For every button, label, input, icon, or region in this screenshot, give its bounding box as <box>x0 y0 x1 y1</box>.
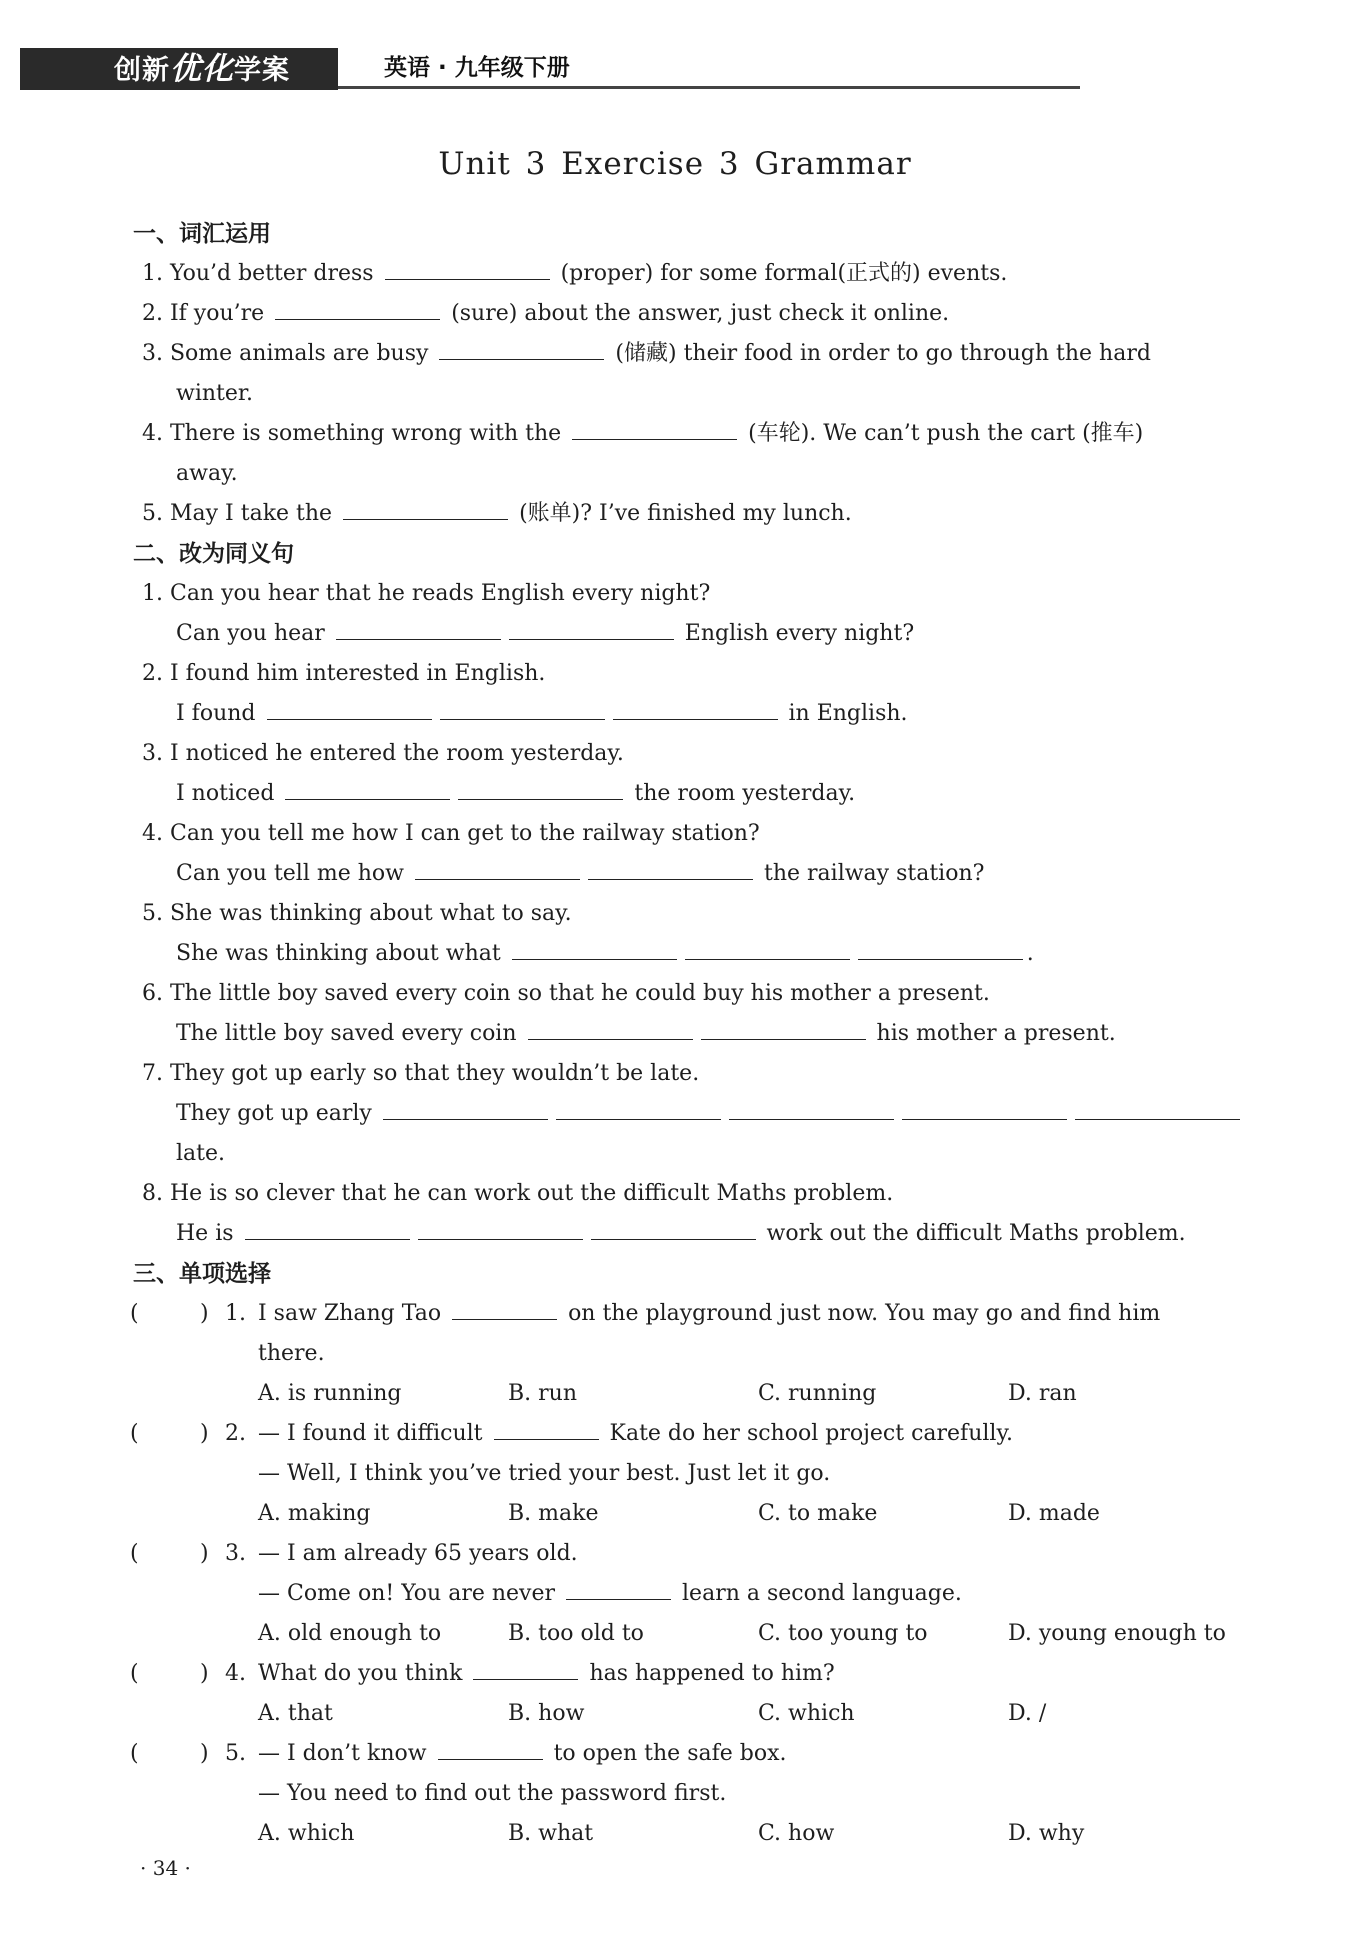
rewrite-a4-text: Can you tell me how <box>176 861 404 886</box>
answer-blank[interactable] <box>285 781 450 800</box>
answer-blank[interactable] <box>415 861 580 880</box>
rewrite-a8-text: He is <box>176 1221 234 1246</box>
mc-q2-tail: Kate do her school project carefully. <box>609 1421 1013 1446</box>
option-d[interactable]: D. / <box>1008 1701 1047 1726</box>
vocab-q2-hint: (sure) about the answer, just check it online. <box>451 301 950 326</box>
option-b[interactable]: B. run <box>508 1381 578 1406</box>
mc-q3 <box>258 1576 1278 1612</box>
mc-q4 <box>258 1656 1278 1692</box>
rewrite-q2: 2. I found him interested in English. <box>142 661 546 686</box>
mc-q4-tail: has happened to him? <box>589 1661 835 1686</box>
option-d[interactable]: D. why <box>1008 1821 1085 1846</box>
option-c[interactable]: C. how <box>758 1821 835 1846</box>
mc-q5-reply: — You need to find out the password first. <box>258 1781 727 1806</box>
rewrite-a6-text: The little boy saved every coin <box>176 1021 517 1046</box>
option-a[interactable]: A. which <box>258 1821 355 1846</box>
brand-text-a: 创新 <box>114 55 170 86</box>
rewrite-a3-text: I noticed <box>176 781 275 806</box>
rewrite-a4 <box>176 856 1276 892</box>
rewrite-a8-tail: work out the difficult Maths problem. <box>766 1221 1186 1246</box>
answer-blank[interactable] <box>858 941 1023 960</box>
vocab-q1-hint: (proper) for some formal(正式的) events. <box>560 261 1008 286</box>
vocab-q1-text: 1. You’d better dress <box>142 261 374 286</box>
rewrite-a3 <box>176 776 1276 812</box>
vocab-q4-hint: (车轮). We can’t push the cart (推车) <box>748 421 1144 446</box>
answer-blank[interactable] <box>343 501 508 520</box>
rewrite-q5: 5. She was thinking about what to say. <box>142 901 572 926</box>
answer-blank[interactable] <box>418 1221 583 1240</box>
rewrite-a4-tail: the railway station? <box>764 861 985 886</box>
answer-blank[interactable] <box>336 621 501 640</box>
page-number: · 34 · <box>140 1856 191 1880</box>
answer-bracket-close: ) <box>200 1541 209 1566</box>
option-b[interactable]: B. how <box>508 1701 585 1726</box>
answer-bracket-close: ) <box>200 1421 209 1446</box>
mc-q1 <box>258 1296 1278 1332</box>
mc-q2 <box>258 1416 1278 1452</box>
vocab-q5-text: 5. May I take the <box>142 501 333 526</box>
answer-blank[interactable] <box>494 1421 599 1440</box>
vocab-q4 <box>142 416 1272 452</box>
book-title: 英语 · 九年级下册 <box>384 55 570 81</box>
answer-blank[interactable] <box>591 1221 756 1240</box>
option-a[interactable]: A. is running <box>258 1381 402 1406</box>
option-a[interactable]: A. that <box>258 1701 333 1726</box>
mc-q5 <box>258 1736 1278 1772</box>
header-rule <box>338 86 1080 89</box>
vocab-q3-cont: winter. <box>176 381 253 406</box>
answer-bracket-open[interactable]: ( <box>130 1741 139 1766</box>
rewrite-a5 <box>176 936 1276 972</box>
mc-q5-text: — I don’t know <box>258 1741 427 1766</box>
answer-blank[interactable] <box>509 621 674 640</box>
mc-q2-text: — I found it difficult <box>258 1421 483 1446</box>
answer-bracket-close: ) <box>200 1661 209 1686</box>
answer-blank[interactable] <box>275 301 440 320</box>
answer-bracket-open[interactable]: ( <box>130 1541 139 1566</box>
answer-blank[interactable] <box>729 1101 894 1120</box>
answer-blank[interactable] <box>473 1661 578 1680</box>
answer-bracket-close: ) <box>200 1741 209 1766</box>
rewrite-a5-tail: . <box>1026 941 1034 966</box>
page-title: Unit 3 Exercise 3 Grammar <box>438 146 912 182</box>
brand-logo <box>20 48 338 90</box>
vocab-q2-text: 2. If you’re <box>142 301 265 326</box>
option-b[interactable]: B. too old to <box>508 1621 644 1646</box>
option-b[interactable]: B. what <box>508 1821 594 1846</box>
rewrite-a7-text: They got up early <box>176 1101 372 1126</box>
answer-bracket-close: ) <box>200 1301 209 1326</box>
mc-q2-number: 2. <box>225 1421 246 1446</box>
answer-blank[interactable] <box>458 781 623 800</box>
rewrite-a5-text: She was thinking about what <box>176 941 501 966</box>
vocab-q5-hint: (账单)? I’ve finished my lunch. <box>519 501 852 526</box>
mc-q5-tail: to open the safe box. <box>553 1741 787 1766</box>
answer-blank[interactable] <box>1075 1101 1240 1120</box>
answer-blank[interactable] <box>685 941 850 960</box>
answer-blank[interactable] <box>701 1021 866 1040</box>
answer-blank[interactable] <box>385 261 550 280</box>
option-a[interactable]: A. making <box>258 1501 371 1526</box>
vocab-q3 <box>142 336 1272 372</box>
rewrite-q8: 8. He is so clever that he can work out the difficult Maths problem. <box>142 1181 894 1206</box>
answer-blank[interactable] <box>439 341 604 360</box>
option-c[interactable]: C. running <box>758 1381 877 1406</box>
mc-q4-number: 4. <box>225 1661 246 1686</box>
rewrite-q3: 3. I noticed he entered the room yesterday. <box>142 741 624 766</box>
mc-q3-tail: learn a second language. <box>682 1581 962 1606</box>
option-d[interactable]: D. made <box>1008 1501 1100 1526</box>
section-vocab-heading: 一、词汇运用 <box>133 221 271 247</box>
vocab-q3-hint: (储藏) their food in order to go through the hard <box>615 341 1151 366</box>
answer-blank[interactable] <box>566 1581 671 1600</box>
vocab-q3-text: 3. Some animals are busy <box>142 341 429 366</box>
answer-bracket-open[interactable]: ( <box>130 1661 139 1686</box>
rewrite-a8 <box>176 1216 1276 1252</box>
mc-q3-number: 3. <box>225 1541 246 1566</box>
rewrite-a2-tail: in English. <box>788 701 908 726</box>
vocab-q5 <box>142 496 1272 532</box>
option-c[interactable]: C. which <box>758 1701 855 1726</box>
answer-blank[interactable] <box>383 1101 548 1120</box>
section-choice-heading: 三、单项选择 <box>133 1261 271 1287</box>
mc-q4-text: What do you think <box>258 1661 463 1686</box>
mc-q3-line: — I am already 65 years old. <box>258 1541 578 1566</box>
answer-blank[interactable] <box>902 1101 1067 1120</box>
vocab-q4-cont: away. <box>176 461 238 486</box>
answer-blank[interactable] <box>588 861 753 880</box>
mc-q2-reply: — Well, I think you’ve tried your best. Just let it go. <box>258 1461 831 1486</box>
answer-blank[interactable] <box>267 701 432 720</box>
answer-blank[interactable] <box>613 701 778 720</box>
option-c[interactable]: C. too young to <box>758 1621 928 1646</box>
rewrite-a7-cont: late. <box>176 1141 226 1166</box>
section-rewrite-heading: 二、改为同义句 <box>133 541 294 567</box>
rewrite-a3-tail: the room yesterday. <box>634 781 856 806</box>
rewrite-a2-text: I found <box>176 701 256 726</box>
mc-q1-number: 1. <box>225 1301 246 1326</box>
brand-text-c: 学案 <box>234 55 290 86</box>
rewrite-a2 <box>176 696 1276 732</box>
answer-blank[interactable] <box>528 1021 693 1040</box>
rewrite-q7: 7. They got up early so that they wouldn’t be late. <box>142 1061 700 1086</box>
mc-q3-text: — Come on! You are never <box>258 1581 556 1606</box>
rewrite-q4: 4. Can you tell me how I can get to the railway station? <box>142 821 760 846</box>
rewrite-a1-text: Can you hear <box>176 621 325 646</box>
mc-q1-cont: there. <box>258 1341 325 1366</box>
answer-blank[interactable] <box>556 1101 721 1120</box>
vocab-q1 <box>142 256 1272 292</box>
option-d[interactable]: D. ran <box>1008 1381 1077 1406</box>
option-b[interactable]: B. make <box>508 1501 599 1526</box>
rewrite-a1 <box>176 616 1276 652</box>
mc-q5-number: 5. <box>225 1741 246 1766</box>
rewrite-a6 <box>176 1016 1276 1052</box>
option-a[interactable]: A. old enough to <box>258 1621 442 1646</box>
vocab-q2 <box>142 296 1272 332</box>
answer-bracket-open[interactable]: ( <box>130 1421 139 1446</box>
rewrite-q6: 6. The little boy saved every coin so that he could buy his mother a present. <box>142 981 990 1006</box>
rewrite-a7 <box>176 1096 1276 1132</box>
brand-text-b: 优化 <box>170 51 234 87</box>
rewrite-a1-tail: English every night? <box>684 621 915 646</box>
option-d[interactable]: D. young enough to <box>1008 1621 1226 1646</box>
mc-q1-text: I saw Zhang Tao <box>258 1301 442 1326</box>
page-header <box>20 48 1080 94</box>
vocab-q4-text: 4. There is something wrong with the <box>142 421 562 446</box>
answer-blank[interactable] <box>512 941 677 960</box>
answer-blank[interactable] <box>440 701 605 720</box>
option-c[interactable]: C. to make <box>758 1501 878 1526</box>
rewrite-a6-tail: his mother a present. <box>876 1021 1116 1046</box>
answer-blank[interactable] <box>572 421 737 440</box>
mc-q1-tail: on the playground just now. You may go and find him <box>568 1301 1161 1326</box>
answer-blank[interactable] <box>245 1221 410 1240</box>
answer-blank[interactable] <box>452 1301 557 1320</box>
answer-bracket-open[interactable]: ( <box>130 1301 139 1326</box>
rewrite-q1: 1. Can you hear that he reads English every night? <box>142 581 711 606</box>
answer-blank[interactable] <box>438 1741 543 1760</box>
